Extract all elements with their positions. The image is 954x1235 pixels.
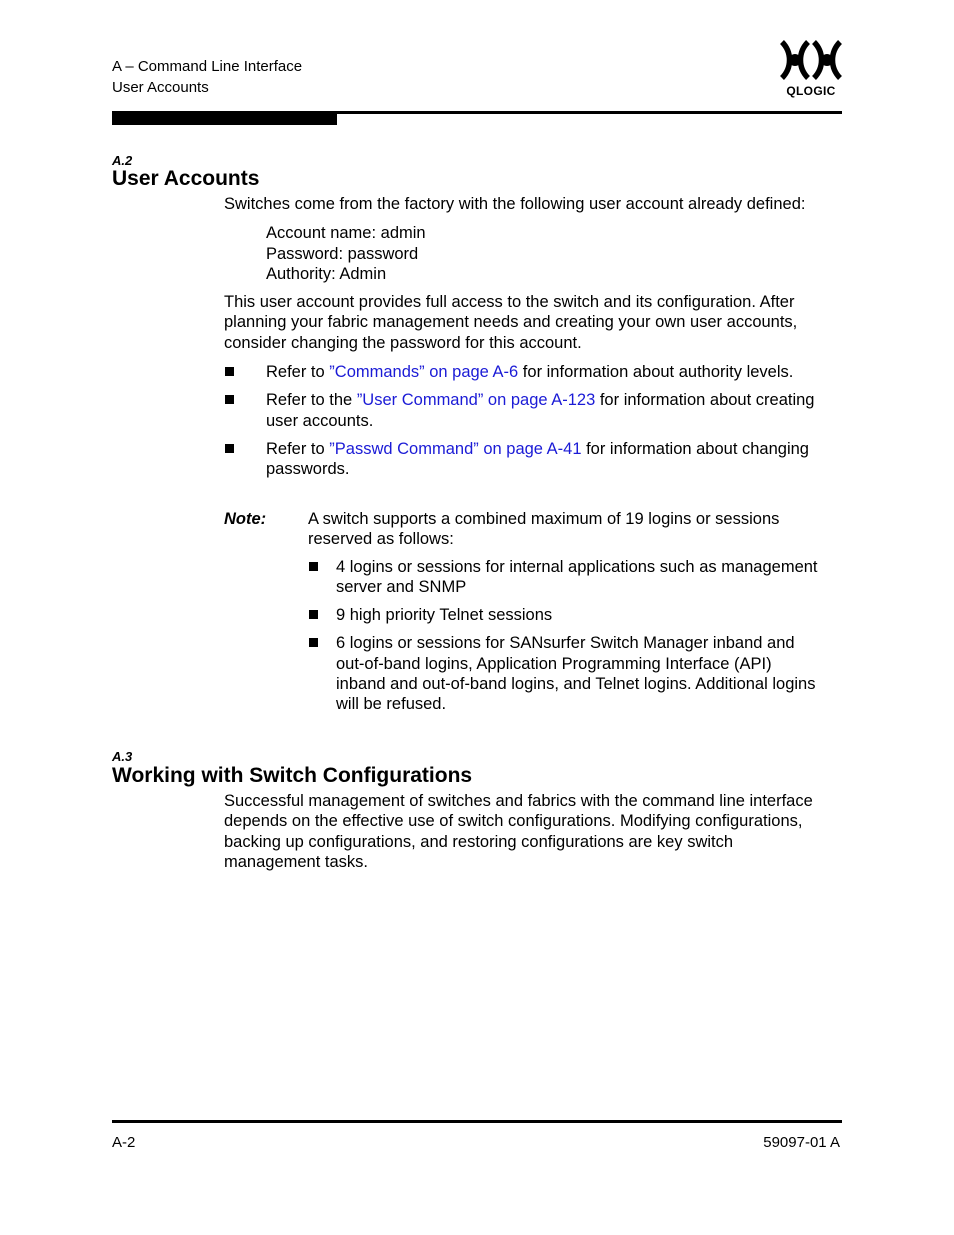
note-item-line: 6 logins or sessions for SANsurfer Switch Manager inband and [336, 634, 795, 652]
paragraph-line: Successful management of switches and fabrics with the command line interface [224, 792, 813, 810]
note-item-line: 4 logins or sessions for internal applications such as management [336, 558, 818, 576]
bullet-icon [225, 395, 234, 404]
user-command-link[interactable]: ”User Command” on page A-123 [356, 391, 596, 409]
note-label: Note: [224, 510, 267, 528]
qlogic-logo [778, 38, 844, 100]
bullet-continuation: passwords. [266, 460, 350, 478]
intro-paragraph: Switches come from the factory with the following user account already defined: [224, 195, 806, 213]
header-chapter: A – Command Line Interface [112, 58, 303, 75]
header-tab-bar [112, 113, 337, 125]
bullet-icon [225, 444, 234, 453]
authority-line: Authority: Admin [266, 265, 387, 283]
section-number: A.3 [112, 749, 133, 764]
note-item-line: inband and out-of-band logins, and Telnet logins. Additional logins [336, 675, 816, 693]
bullet-icon [309, 562, 318, 571]
note-line: A switch supports a combined maximum of 19 logins or sessions [308, 510, 780, 528]
qlogic-mark-icon [778, 38, 844, 82]
account-name-line: Account name: admin [266, 224, 426, 242]
page-number: A-2 [112, 1134, 136, 1151]
bullet-icon [309, 638, 318, 647]
note-item-line: out-of-band logins, Application Programming Interface (API) [336, 655, 772, 673]
note-item-line: server and SNMP [336, 578, 467, 596]
paragraph-line: planning your fabric management needs and creating your own user accounts, [224, 313, 798, 331]
doc-number: 59097-01 A [763, 1134, 840, 1151]
note-item-line: will be refused. [336, 695, 447, 713]
passwd-command-link[interactable]: ”Passwd Command” on page A-41 [329, 440, 582, 458]
bullet-item: Refer to ”Passwd Command” on page A-41 for information about changing [266, 440, 809, 458]
header-section: User Accounts [112, 79, 209, 96]
bullet-icon [225, 367, 234, 376]
bullet-item: Refer to ”Commands” on page A-6 for information about authority levels. [266, 363, 794, 381]
footer-rule [112, 1120, 842, 1123]
paragraph-line: backing up configurations, and restoring configurations are key switch [224, 833, 734, 851]
paragraph-line: management tasks. [224, 853, 368, 871]
bullet-continuation: user accounts. [266, 412, 374, 430]
note-line: reserved as follows: [308, 530, 454, 548]
note-item-line: 9 high priority Telnet sessions [336, 606, 553, 624]
password-line: Password: password [266, 245, 419, 263]
section-number: A.2 [112, 153, 133, 168]
section-title: User Accounts [112, 167, 260, 190]
bullet-icon [309, 610, 318, 619]
commands-link[interactable]: ”Commands” on page A-6 [329, 363, 519, 381]
paragraph-line: depends on the effective use of switch configurations. Modifying configurations, [224, 812, 803, 830]
paragraph-line: consider changing the password for this account. [224, 334, 582, 352]
logo-text: QLOGIC [786, 84, 836, 98]
bullet-item: Refer to the ”User Command” on page A-123 for information about creating [266, 391, 815, 409]
paragraph-line: This user account provides full access to the switch and its configuration. After [224, 293, 795, 311]
section-title: Working with Switch Configurations [112, 764, 473, 787]
